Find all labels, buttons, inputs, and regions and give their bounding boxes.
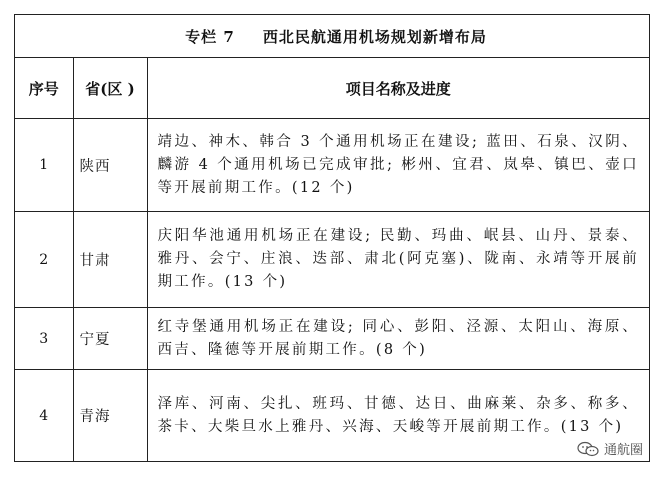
watermark bbox=[574, 438, 646, 459]
row-index: 3 bbox=[15, 308, 73, 370]
airport-table bbox=[15, 57, 649, 462]
wechat-icon bbox=[577, 441, 599, 457]
row-index: 1 bbox=[15, 119, 73, 212]
table-row bbox=[15, 119, 649, 212]
table-title bbox=[15, 15, 649, 58]
table-row bbox=[15, 308, 649, 370]
row-province: 宁夏 bbox=[73, 308, 147, 370]
header-projects: 项目名称及进度 bbox=[147, 58, 649, 119]
table-row bbox=[15, 370, 649, 462]
table-row bbox=[15, 212, 649, 308]
row-projects: 庆阳华池通用机场正在建设; 民勤、玛曲、岷县、山丹、景泰、雅丹、会宁、庄浪、迭部、肃北(阿克塞)、陇南、永靖等开展前期工作。(13 个) bbox=[147, 212, 649, 308]
header-province: 省(区 ) bbox=[73, 58, 147, 119]
row-projects: 泽库、河南、尖扎、班玛、甘德、达日、曲麻莱、杂多、称多、茶卡、大柴旦水上雅丹、兴海、天峻等开展前期工作。(13 个) bbox=[147, 370, 649, 462]
row-province: 青海 bbox=[73, 370, 147, 462]
row-province: 陕西 bbox=[73, 119, 147, 212]
row-province: 甘肃 bbox=[73, 212, 147, 308]
row-index: 4 bbox=[15, 370, 73, 462]
title-text: 西北民航通用机场规划新增布局 bbox=[262, 27, 487, 46]
column-label: 专栏 7 bbox=[185, 27, 235, 46]
header-row bbox=[15, 58, 649, 119]
header-index: 序号 bbox=[15, 58, 73, 119]
row-index: 2 bbox=[15, 212, 73, 308]
row-projects: 红寺堡通用机场正在建设; 同心、彭阳、泾源、太阳山、海原、西吉、隆德等开展前期工作。(8 个) bbox=[147, 308, 649, 370]
watermark-text: 通航圈 bbox=[603, 443, 643, 458]
row-projects: 靖边、神木、韩合 3 个通用机场正在建设; 蓝田、石泉、汉阴、麟游 4 个通用机场已完成审批; 彬州、宜君、岚皋、镇巴、壶口等开展前期工作。(12 个) bbox=[147, 119, 649, 212]
table-frame bbox=[14, 14, 650, 462]
